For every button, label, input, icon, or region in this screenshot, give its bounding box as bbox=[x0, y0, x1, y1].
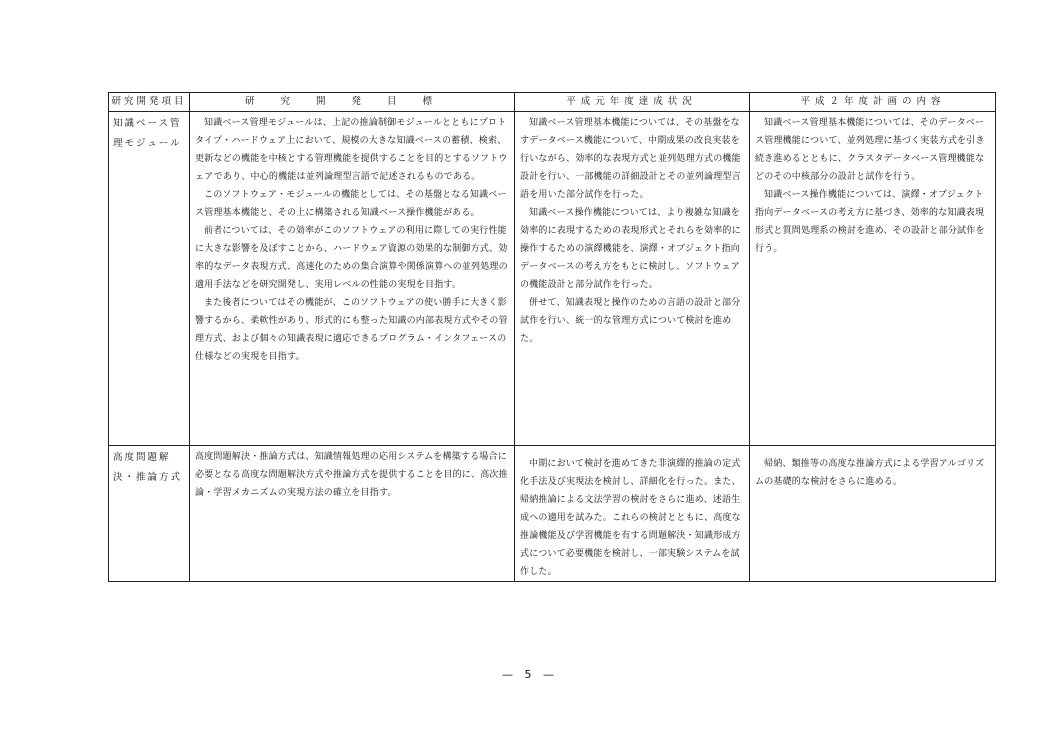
achievement-paragraph: 知識ベース操作機能については、より複雑な知識を効率的に表現するための表現形式とそれらを効率的に操作するための演繹機能を、演繹・オブジェクト指向データベースの考え方をもとに検討し、ソフトウェアの機能設計と部分試作を行った。 bbox=[520, 208, 741, 290]
achievement-paragraph: 中期において検討を進めてきた非演繹的推論の定式化手法及び実現法を検討し、詳細化を行った。また、帰納推論による文法学習の検討をさらに進め、述語生成への適用を試みた。これらの検討とともに、高度な推論機能及び学習機能を有する問題解決・知識形成方式について必要機能を検討し、一部実験システムを試作した。 bbox=[520, 459, 741, 577]
achievement-cell bbox=[514, 112, 749, 445]
header-fy-plan: 平成２年度計画の内容 bbox=[800, 96, 946, 107]
plan-paragraph: 知識ベース管理基本機能については、そのデータベース管理機能について、並列処理に基づく実装方式を引き続き進めるとともに、クラスタデータベース管理機能などのその中核部分の設計と試作を行う。 bbox=[755, 118, 985, 182]
goal-paragraph: また後者についてはその機能が、このソフトウェアの使い勝手に大きく影響するから、柔軟性があり、形式的にも整った知識の内部表現方式やその管理方式、および個々の知識表現に適応できるプログラム・インタフェースの仕様などの実現を目指す。 bbox=[195, 298, 508, 362]
header-research-goal: 研究開発目標 bbox=[244, 96, 458, 107]
header-research-item: 研究開発項目 bbox=[111, 96, 187, 107]
header-fy-achievement: 平成元年度達成状況 bbox=[566, 96, 697, 107]
plan-cell bbox=[749, 112, 997, 445]
plan-cell bbox=[749, 453, 997, 581]
achievement-paragraph: 併せて、知識表現と操作のための言語の設計と部分試作を行い、統一的な管理方式について検討を進めた。 bbox=[520, 298, 741, 344]
plan-paragraph: 帰納、類推等の高度な推論方式による学習アルゴリズムの基礎的な検討をさらに進める。 bbox=[755, 459, 985, 487]
goal-paragraph: 知識ベース管理モジュールは、上記の推論制御モジュールとともにプロトタイプ・ハードウェア上において、規模の大きな知識ベースの蓄積、検索、更新などの機能を中核とする管理機能を提供することを目的とするソフトウェアであり、中心的機能は並列論理型言語で記述されるものである。 bbox=[195, 118, 508, 182]
research-plan-table bbox=[108, 92, 996, 582]
goal-paragraph: 前者については、その効率がこのソフトウェアの利用に際しての実行性能に大きな影響を及ぼすことから、ハードウェア資源の効果的な制御方式、効率的なデータ表現方式、高速化のための集合演算や関係演算への並列処理の適用手法などを研究開発し、実用レベルの性能の実現を目指す。 bbox=[195, 226, 508, 290]
goal-cell bbox=[189, 446, 514, 581]
item-advanced-problem-solving: 高度問題解決・推論方式 bbox=[113, 452, 183, 483]
goal-cell bbox=[189, 112, 514, 445]
goal-paragraph: 高度問題解決・推論方式は、知識情報処理の応用システムを構築する場合に必要となる高度な問題解決方式や推論方式を提供することを目的に、高次推論・学習メカニズムの実現方法の確立を目指す。 bbox=[195, 452, 508, 498]
goal-paragraph: このソフトウェア・モジュールの機能としては、その基盤となる知識ベース管理基本機能と、その上に構築される知識ベース操作機能がある。 bbox=[195, 190, 507, 218]
page-number: — 5 — bbox=[502, 668, 558, 681]
plan-paragraph: 知識ベース操作機能については、演繹・オブジェクト指向データベースの考え方に基づき、効率的な知識表現形式と質問処理系の検討を進め、その設計と部分試作を行う。 bbox=[755, 190, 985, 254]
achievement-paragraph: 知識ベース管理基本機能については、その基盤をなすデータベース機能について、中期成果の改良実装を行いながら、効率的な表現方式と並列処理方式の機能設計を行い、一部機能の詳細設計とその並列論理型言語を用いた部分試作を行った。 bbox=[520, 118, 741, 200]
achievement-cell bbox=[514, 453, 749, 581]
item-knowledge-base-module: 知識ベース管理モジュール bbox=[113, 118, 182, 149]
